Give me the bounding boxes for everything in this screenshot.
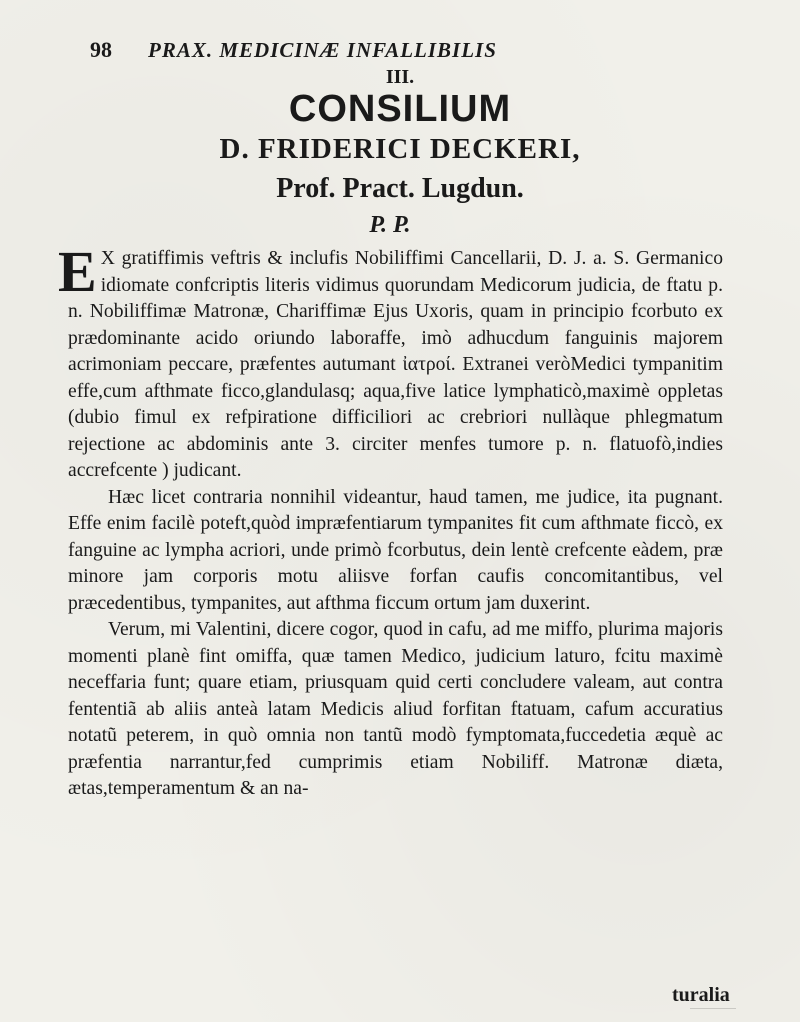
catchword-underline [690,1008,736,1009]
catchword: turalia [672,984,730,1006]
paragraph-2: Hæc licet contraria nonnihil videantur, haud tamen, me judice, ita pugnant. Effe enim facilè poteft,quòd impræfentiarum tympanites fit cum afthmate ficcò, ex fanguine ac lympha acriori, unde primò fcorbutus, dein lentè crefcente eàdem, præ minore jam corporis motu aliisve forfan caufis concomitantibus, vel præcedentibus, tympanites, aut afthma ficcum ortum jam duxerint. [68,486,723,614]
affiliation-line: Prof. Pract. Lugdun. [276,173,524,204]
page-number: 98 [90,37,112,62]
section-title: CONSILIUM [288,88,512,130]
author-line: D. FRIDERICI DECKERI, [219,133,581,165]
body-text [58,239,723,803]
paragraph-1 [58,239,723,485]
paragraph-3: Verum, mi Valentini, dicere cogor, quod in cafu, ad me miffo, plurima majoris momenti planè fint omiffa, quæ tamen Medico, judicium laturo, fcitu maximè neceffaria funt; quare etiam, priusquam quid certi concludere valeam, aut contra fententiã ab aliis anteà latam Medicis aliud forfitan ftatuam, cafum accuratius notatũ peterem, in quò omnia non tantũ modò fymptomata,fuccedetia æquè ac præfentia narrantur,fed cumprimis etiam Nobiliff. Matronæ diæta, ætas,temperamentum & an na- [68,619,723,799]
running-head: PRAX. MEDICINÆ INFALLIBILIS [148,38,497,62]
drop-cap: E [58,239,97,304]
section-number: III. [385,66,415,88]
paragraph-1-text: X gratiffimis veftris & inclufis Nobiliffimi Cancellarii, D. J. a. S. Germanico idiomate confcriptis literis vidimus quorundam Medicorum judicia, de ftatu p. n. Nobiliffimæ Matronæ, Chariffimæ Ejus Uxoris, quam in principio fcorbuto ex prædominante acido oriundo laboraffe, imò adhucdum fanguinis majorem acrimoniam peccare, præfentes autumant ἰατροί. Extranei veròMedici tympanitim effe,cum afthmate ficco,glandulasq; aqua,five latice lymphaticò,maximè oppletas (dubio fimul ex refpiratione difficiliori ac crebriori nullàque phlegmatum rejectione ac abdominis ante 3. circiter menfes tumore p. n. flatuofò,indies accrefcente ) judicant. [68,248,723,481]
salutation-initials: P. P. [369,212,411,238]
